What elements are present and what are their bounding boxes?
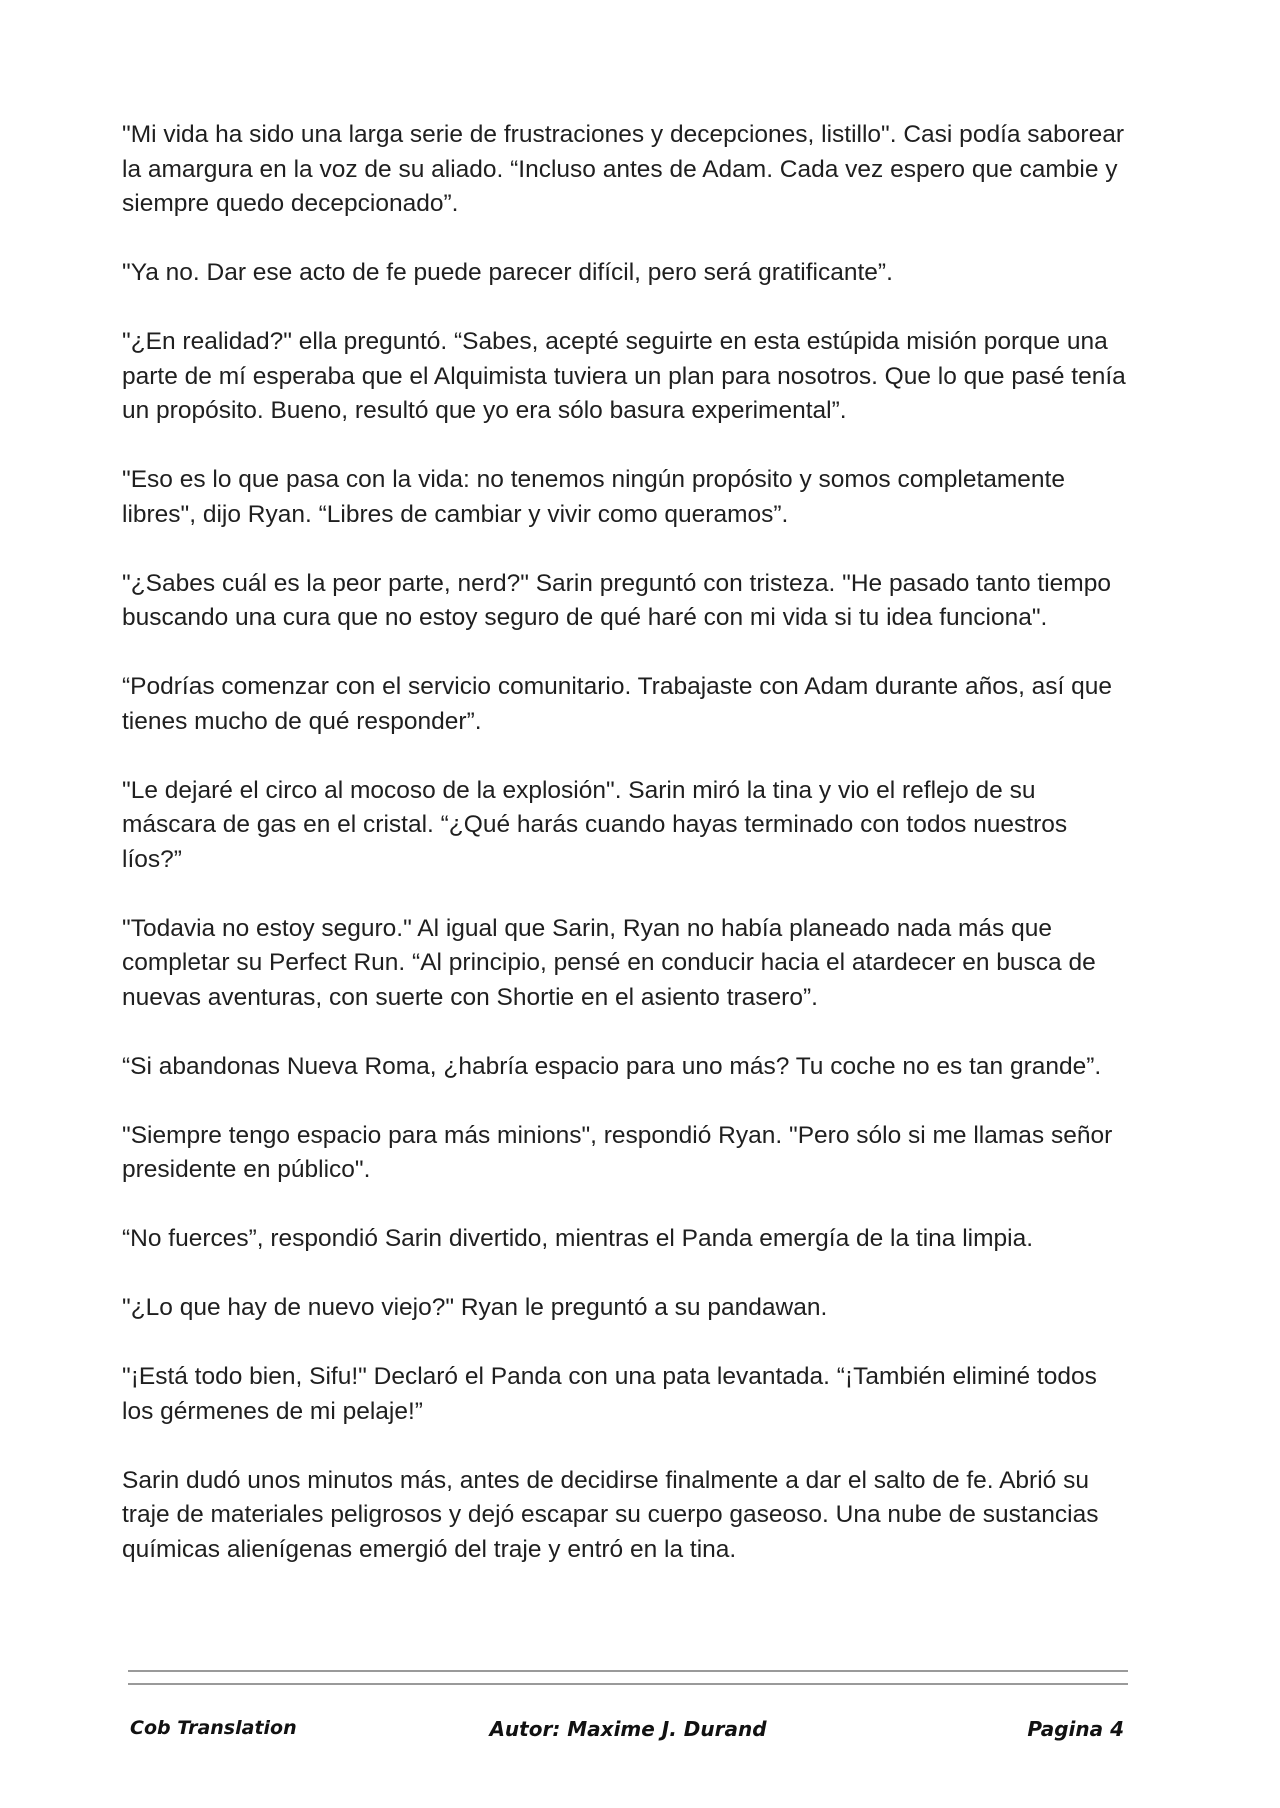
paragraph: "¿En realidad?" ella preguntó. “Sabes, acepté seguirte en esta estúpida misión porque una parte de mí esperaba que el Alquimista tuviera un plan para nosotros. Que lo que pasé tenía un propósito. Bueno, resultó que yo era sólo basura experimental”. bbox=[122, 328, 1126, 424]
paragraph: “No fuerces”, respondió Sarin divertido, mientras el Panda emergía de la tina limpia. bbox=[122, 1225, 1034, 1252]
paragraph: "Todavia no estoy seguro." Al igual que Sarin, Ryan no había planeado nada más que completar su Perfect Run. “Al principio, pensé en conducir hacia el atardecer en busca de nuevas aventuras, con suerte con Shortie en el asiento trasero”. bbox=[122, 914, 1096, 1011]
paragraph: “Si abandonas Nueva Roma, ¿habría espacio para uno más? Tu coche no es tan grande”. bbox=[122, 1052, 1102, 1080]
footer-divider-bottom bbox=[128, 1683, 1128, 1685]
paragraph: "Siempre tengo espacio para más minions", respondió Ryan. "Pero sólo si me llamas señor presidente en público". bbox=[122, 1121, 1113, 1183]
paragraph: "¿Lo que hay de nuevo viejo?" Ryan le preguntó a su pandawan. bbox=[122, 1294, 828, 1321]
page-footer bbox=[128, 1717, 1128, 1749]
paragraph: "Mi vida ha sido una larga serie de frustraciones y decepciones, listillo". Casi podía saborear la amargura en la voz de su aliado. “Incluso antes de Adam. Cada vez espero que cambie y siempre quedo decepcionado”. bbox=[122, 121, 1124, 217]
paragraph: "Le dejaré el circo al mocoso de la explosión". Sarin miró la tina y vio el reflejo de su máscara de gas en el cristal. “¿Qué harás cuando hayas terminado con todos nuestros líos?” bbox=[122, 776, 1068, 873]
body-text bbox=[122, 118, 1132, 1567]
paragraph: "¿Sabes cuál es la peor parte, nerd?" Sarin preguntó con tristeza. "He pasado tanto tiempo buscando una cura que no estoy seguro de qué haré con mi vida si tu idea funciona". bbox=[122, 569, 1111, 631]
footer-translator: Cob Translation bbox=[130, 1717, 297, 1739]
paragraph: "Ya no. Dar ese acto de fe puede parecer difícil, pero será gratificante”. bbox=[122, 259, 893, 286]
footer-author: Autor: Maxime J. Durand bbox=[489, 1717, 767, 1741]
paragraph: “Podrías comenzar con el servicio comunitario. Trabajaste con Adam durante años, así que tienes mucho de qué responder”. bbox=[122, 673, 1113, 735]
paragraph: Sarin dudó unos minutos más, antes de decidirse finalmente a dar el salto de fe. Abrió su traje de materiales peligrosos y dejó escapar su cuerpo gaseoso. Una nube de sustancias químicas alienígenas emergió del traje y entró en la tina. bbox=[122, 1466, 1099, 1563]
paragraph: "Eso es lo que pasa con la vida: no tenemos ningún propósito y somos completamente libres", dijo Ryan. “Libres de cambiar y vivir como queramos”. bbox=[122, 466, 1065, 528]
footer-divider-top bbox=[128, 1670, 1128, 1672]
footer-page-number: Pagina 4 bbox=[1027, 1717, 1124, 1741]
paragraph: "¡Está todo bien, Sifu!" Declaró el Panda con una pata levantada. “¡También eliminé todos los gérmenes de mi pelaje!” bbox=[122, 1363, 1097, 1425]
